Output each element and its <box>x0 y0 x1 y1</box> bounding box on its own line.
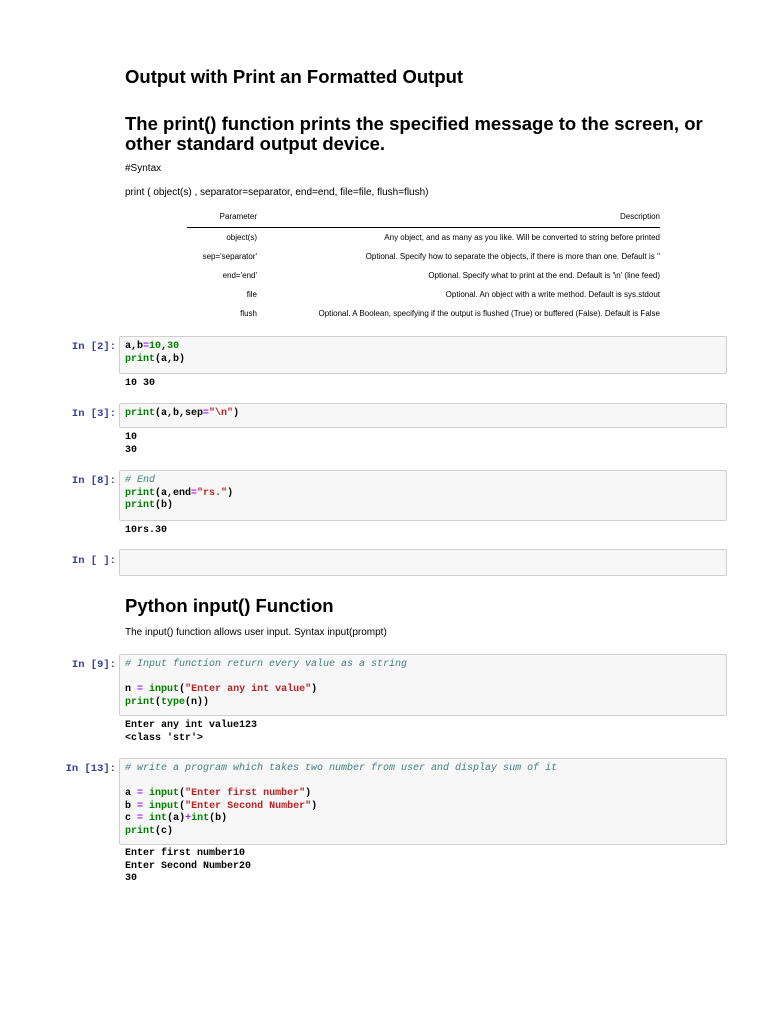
param-name: end='end' <box>222 271 257 280</box>
section-heading-input: Python input() Function <box>125 595 334 616</box>
code-input: print(a,b,sep="\n") <box>125 408 240 419</box>
param-name: file <box>246 290 257 299</box>
cell-output: Enter any int value123 <class 'str'> <box>125 720 258 744</box>
syntax-line: print ( object(s) , separator=separator, end=end, file=file, flush=flush) <box>125 187 429 198</box>
syntax-label: #Syntax <box>125 163 162 174</box>
parameter-table <box>187 210 660 323</box>
param-desc: Any object, and as many as you like. Will be converted to string before printed <box>384 233 660 242</box>
param-name: flush <box>240 309 257 318</box>
code-input: a,b=10,30 print(a,b) <box>125 341 186 365</box>
param-desc: Optional. Specify how to separate the objects, if there is more than one. Default is '' <box>365 252 660 261</box>
cell-prompt: In [8]: <box>71 475 116 487</box>
code-input: # End print(a,end="rs.") print(b) <box>125 475 234 511</box>
code-cell-2[interactable] <box>119 336 727 374</box>
cell-prompt: In [2]: <box>71 341 116 353</box>
param-desc: Optional. Specify what to print at the end. Default is '\n' (line feed) <box>428 271 660 280</box>
code-cell-13[interactable] <box>119 758 727 845</box>
cell-output: Enter first number10 Enter Second Number20 30 <box>125 848 252 884</box>
code-cell-3[interactable] <box>119 403 727 428</box>
table-row <box>187 266 660 285</box>
cell-output: 10rs.30 <box>125 525 168 536</box>
cell-output: 10 30 <box>125 432 138 456</box>
cell-prompt: In [9]: <box>71 659 116 671</box>
table-header-parameter: Parameter <box>187 210 257 228</box>
code-input: # write a program which takes two number from user and display sum of it a = input("Enter first number") b = input("Enter Second Number") c = int(a)+int(b) print(c) <box>125 763 558 837</box>
param-desc: Optional. An object with a write method. Default is sys.stdout <box>445 290 660 299</box>
cell-prompt: In [13]: <box>65 763 116 775</box>
table-header-description: Description <box>257 210 660 228</box>
input-description: The input() function allows user input. Syntax input(prompt) <box>125 627 387 638</box>
cell-prompt: In [3]: <box>71 408 116 420</box>
param-desc: Optional. A Boolean, specifying if the output is flushed (True) or buffered (False). Default is False <box>318 309 660 318</box>
code-cell-empty[interactable] <box>119 549 727 576</box>
table-row <box>187 247 660 266</box>
section-heading-print: Output with Print an Formatted Output <box>125 66 464 87</box>
cell-output: 10 30 <box>125 378 156 389</box>
code-cell-9[interactable] <box>119 654 727 716</box>
table-row <box>187 285 660 304</box>
code-cell-8[interactable] <box>119 470 727 521</box>
print-description-heading: The print() function prints the specified message to the screen, or other standard output device. <box>125 113 703 154</box>
param-name: object(s) <box>226 233 257 242</box>
table-row <box>187 304 660 323</box>
param-name: sep='separator' <box>202 252 257 261</box>
table-row <box>187 228 660 248</box>
code-input: # Input function return every value as a string n = input("Enter any int value") print(type(n)) <box>125 659 408 708</box>
cell-prompt: In [ ]: <box>71 555 116 567</box>
